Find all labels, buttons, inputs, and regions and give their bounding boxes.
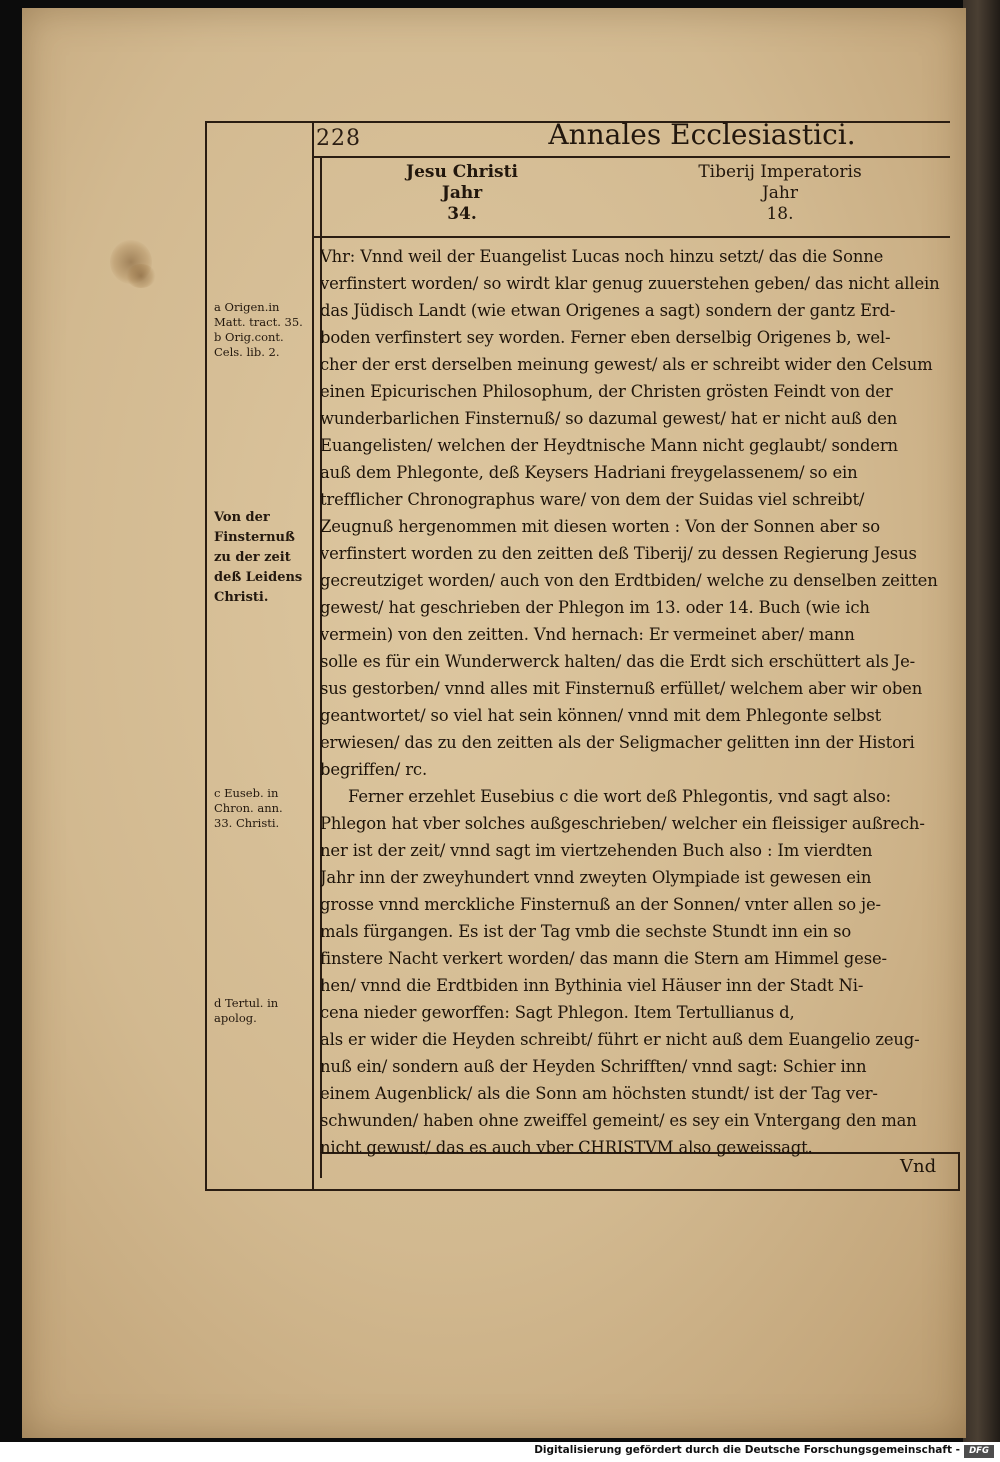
text-line: erwiesen/ das zu den zeitten als der Seligmacher gelitten inn der Histori — [320, 733, 915, 752]
text-line: auß dem Phlegonte, deß Keysers Hadriani freygelassenem/ so ein — [320, 463, 858, 482]
year-column-unit: Jahr — [441, 183, 483, 203]
text-line: einem Augenblick/ als die Sonn am höchsten stundt/ ist der Tag ver- — [320, 1084, 878, 1103]
marginal-line: Cels. lib. 2. — [214, 345, 280, 359]
book-edge — [963, 0, 1000, 1442]
text-line: geantwortet/ so viel hat sein können/ vnnd mit dem Phlegonte selbst — [320, 706, 882, 725]
text-line: grosse vnnd merckliche Finsternuß an der Sonnen/ vnter allen so je- — [320, 895, 881, 914]
text-line: begriffen/ rc. — [320, 760, 428, 779]
year-column-label: Jesu Christi — [406, 162, 518, 182]
text-line: nicht gewust/ das es auch vber CHRISTVM also geweissagt. — [320, 1138, 813, 1157]
text-line: sus gestorben/ vnnd alles mit Finsternuß erfüllet/ welchem aber wir oben — [320, 679, 923, 698]
text-line: Vhr: Vnnd weil der Euangelist Lucas noch hinzu setzt/ das die Sonne — [320, 247, 884, 266]
page-stain — [126, 264, 156, 288]
margin-rule-outer — [205, 121, 207, 1191]
footer-bar — [0, 1442, 1000, 1462]
page-number: 228 — [316, 126, 361, 151]
marginal-line: b Orig.cont. — [214, 330, 284, 344]
catchword: Vnd — [900, 1156, 937, 1177]
marginal-line: zu der zeit — [214, 550, 291, 565]
year-column-tiberii — [670, 162, 890, 225]
marginal-line: c Euseb. in — [214, 786, 279, 800]
text-line: schwunden/ haben ohne zweiffel gemeint/ es sey ein Vntergang den man — [320, 1111, 917, 1130]
marginal-line: 33. Christi. — [214, 816, 280, 830]
marginal-line: Matt. tract. 35. — [214, 315, 303, 329]
text-line: trefflicher Chronographus ware/ von dem der Suidas viel schreibt/ — [320, 490, 865, 509]
text-line: gecreutziget worden/ auch von den Erdtbiden/ welche zu denselben zeitten — [320, 571, 938, 590]
text-line: nuß ein/ sondern auß der Heyden Schrifften/ vnnd sagt: Schier inn — [320, 1057, 867, 1076]
text-line: cena nieder geworffen: Sagt Phlegon. Item Tertullianus d, — [320, 1003, 795, 1022]
text-line: solle es für ein Wunderwerck halten/ das die Erdt sich erschüttert als Je- — [320, 652, 916, 671]
text-line: hen/ vnnd die Erdtbiden inn Bythinia viel Häuser inn der Stadt Ni- — [320, 976, 864, 995]
marginal-line: Christi. — [214, 590, 269, 605]
funding-notice: Digitalisierung gefördert durch die Deutsche Forschungsgemeinschaft - — [534, 1444, 960, 1456]
text-line: das Jüdisch Landt (wie etwan Origenes a sagt) sondern der gantz Erd- — [320, 301, 896, 320]
marginal-line: Chron. ann. — [214, 801, 283, 815]
text-line: Zeugnuß hergenommen mit diesen worten : Von der Sonnen aber so — [320, 517, 880, 536]
bottom-rule — [205, 1189, 960, 1191]
marginal-note-finsternuss — [214, 508, 318, 608]
year-column-number: 18. — [766, 204, 794, 224]
text-line: Ferner erzehlet Eusebius c die wort deß Phlegontis, vnd sagt also: — [348, 787, 891, 806]
text-line: wunderbarlichen Finsternuß/ so dazumal gewest/ hat er nicht auß den — [320, 409, 898, 428]
year-column-unit: Jahr — [761, 183, 799, 203]
marginal-line: apolog. — [214, 1011, 257, 1025]
body-text — [320, 243, 960, 1161]
marginal-note-tertullian — [214, 996, 318, 1026]
text-line: Phlegon hat vber solches außgeschrieben/ welcher ein fleissiger außrech- — [320, 814, 925, 833]
marginal-line: a Origen.in — [214, 300, 280, 314]
running-head — [312, 118, 952, 158]
text-line: mals fürgangen. Es ist der Tag vmb die sechste Stundt inn ein so — [320, 922, 852, 941]
text-line: Euangelisten/ welchen der Heydtnische Mann nicht geglaubt/ sondern — [320, 436, 898, 455]
margin-rule-inner — [312, 121, 314, 1191]
text-line: boden verfinstert sey worden. Ferner eben derselbig Origenes b, wel- — [320, 328, 891, 347]
marginal-line: d Tertul. in — [214, 996, 279, 1010]
marginal-line: Von der — [214, 510, 270, 525]
text-line: gewest/ hat geschrieben der Phlegon im 13. oder 14. Buch (wie ich — [320, 598, 870, 617]
text-line: cher der erst derselben meinung gewest/ als er schreibt wider den Celsum — [320, 355, 933, 374]
running-title: Annales Ecclesiastici. — [548, 118, 856, 151]
year-column-christi — [392, 162, 532, 225]
year-column-label: Tiberij Imperatoris — [698, 162, 862, 182]
text-line: Jahr inn der zweyhundert vnnd zweyten Olympiade ist gewesen ein — [320, 868, 872, 887]
text-line: vermein) von den zeitten. Vnd hernach: Er vermeinet aber/ mann — [320, 625, 855, 644]
year-header-rule — [314, 236, 950, 238]
marginal-line: Finsternuß — [214, 530, 295, 545]
year-column-number: 34. — [447, 204, 477, 224]
text-line: finstere Nacht verkert worden/ das mann die Stern am Himmel gese- — [320, 949, 887, 968]
marginal-note-eusebius — [214, 786, 318, 831]
text-line: verfinstert worden/ so wirdt klar genug zuuerstehen geben/ das nicht allein — [320, 274, 940, 293]
text-line: als er wider die Heyden schreibt/ führt er nicht auß dem Euangelio zeug- — [320, 1030, 920, 1049]
text-line: einen Epicurischen Philosophum, der Christen grösten Feindt von der — [320, 382, 893, 401]
dfg-logo: DFG — [964, 1445, 994, 1458]
marginal-line: deß Leidens — [214, 570, 303, 585]
text-line: verfinstert worden zu den zeitten deß Tiberij/ zu dessen Regierung Jesus — [320, 544, 917, 563]
marginal-note-origen — [214, 300, 318, 360]
text-line: ner ist der zeit/ vnnd sagt im viertzehenden Buch also : Im vierdten — [320, 841, 873, 860]
